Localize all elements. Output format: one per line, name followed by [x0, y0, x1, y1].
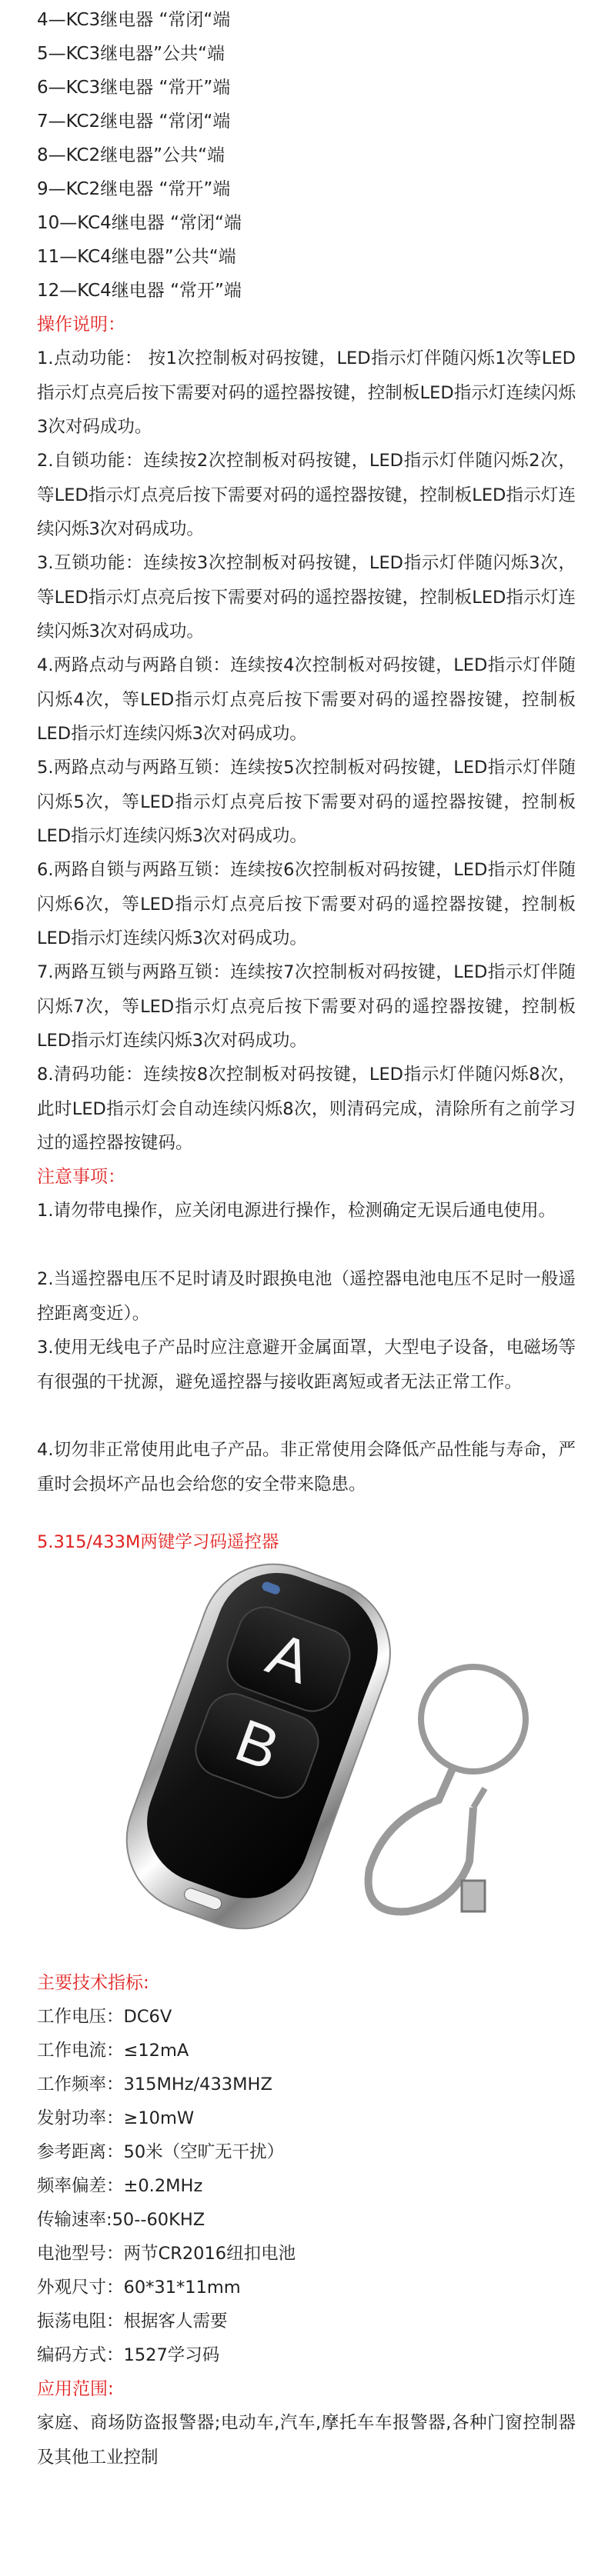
operation-item: 5.两路点动与两路互锁：连续按5次控制板对码按键，LED指示灯伴随闪烁5次，等LED指示灯点亮后按下需要对码的遥控器按键，控制板LED指示灯连续闪烁3次对码成功。 [37, 758, 576, 846]
operation-item: 1.点动功能： 按1次控制板对码按键，LED指示灯伴随闪烁1次等LED指示灯点亮后按下需要对码的遥控器按键，控制板LED指示灯连续闪烁3次对码成功。 [37, 348, 576, 437]
spec-item: 工作频率：315MHz/433MHZ [37, 2074, 272, 2094]
operation-item: 8.清码功能：连续按8次控制板对码按键，LED指示灯伴随闪烁8次，此时LED指示灯会自动连续闪烁8次，则清码完成，清除所有之前学习过的遥控器按键码。 [37, 1065, 576, 1153]
spec-item: 编码方式：1527学习码 [37, 2345, 220, 2365]
operation-item: 6.两路自锁与两路互锁：连续按6次控制板对码按键，LED指示灯伴随闪烁6次，等LED指示灯点亮后按下需要对码的遥控器按键，控制板LED指示灯连续闪烁3次对码成功。 [37, 860, 576, 948]
button-b-label: B [227, 1705, 289, 1784]
pin-line: 11—KC4继电器”公共“端 [37, 247, 236, 267]
operation-item: 4.两路点动与两路自锁：连续按4次控制板对码按键，LED指示灯伴随闪烁4次，等LED指示灯点亮后按下需要对码的遥控器按键，控制板LED指示灯连续闪烁3次对码成功。 [37, 655, 576, 744]
pin-line: 8—KC2继电器”公共“端 [37, 145, 225, 165]
operation-item: 3.互锁功能：连续按3次控制板对码按键，LED指示灯伴随闪烁3次，等LED指示灯点亮后按下需要对码的遥控器按键，控制板LED指示灯连续闪烁3次对码成功。 [37, 553, 576, 642]
button-a-label: A [259, 1618, 320, 1697]
spec-item: 传输速率:50--60KHZ [37, 2210, 205, 2230]
pin-line: 9—KC2继电器 “常开”端 [37, 179, 231, 199]
product-title: 5.315/433M两键学习码遥控器 [37, 1532, 279, 1552]
pin-line: 6—KC3继电器 “常开”端 [37, 78, 231, 98]
spec-item: 参考距离：50米（空旷无干扰） [37, 2142, 285, 2162]
specs-heading: 主要技术指标: [37, 1973, 149, 1993]
application-text: 家庭、商场防盗报警器;电动车,汽车,摩托车车报警器,各种门窗控制器及其他工业控制 [37, 2413, 576, 2468]
notes-item: 2.当遥控器电压不足时请及时跟换电池（遥控器电池电压不足时一般遥控距离变近）。 [37, 1269, 576, 1324]
operation-item: 2.自锁功能：连续按2次控制板对码按键，LED指示灯伴随闪烁2次，等LED指示灯点亮后按下需要对码的遥控器按键，控制板LED指示灯连续闪烁3次对码成功。 [37, 451, 576, 539]
pin-line: 7—KC2继电器 “常闭“端 [37, 112, 231, 132]
spec-item: 工作电流：≤12mA [37, 2041, 189, 2061]
operation-item: 7.两路互锁与两路互锁：连续按7次控制板对码按键，LED指示灯伴随闪烁7次，等LED指示灯点亮后按下需要对码的遥控器按键，控制板LED指示灯连续闪烁3次对码成功。 [37, 962, 576, 1051]
notes-item: 3.使用无线电子产品时应注意避开金属面罩，大型电子设备，电磁场等有很强的干扰源，避免遥控器与接收距离短或者无法正常工作。 [37, 1338, 576, 1392]
spec-item: 电池型号：两节CR2016纽扣电池 [37, 2244, 296, 2264]
spec-item: 振荡电阻：根据客人需要 [37, 2311, 228, 2331]
notes-item: 1.请勿带电操作，应关闭电源进行操作，检测确定无误后通电使用。 [37, 1201, 556, 1221]
notes-item: 4.切勿非正常使用此电子产品。非正常使用会降低产品性能与寿命，严重时会损坏产品也会给您的安全带来隐患。 [37, 1440, 576, 1495]
pin-line: 10—KC4继电器 “常闭“端 [37, 213, 242, 233]
spec-item: 工作电压：DC6V [37, 2007, 172, 2027]
notes-heading: 注意事项： [37, 1167, 125, 1187]
spec-item: 频率偏差：±0.2MHz [37, 2176, 203, 2196]
pin-line: 12—KC4继电器 “常开”端 [37, 281, 242, 301]
pin-line: 4—KC3继电器 “常闭“端 [37, 10, 231, 30]
spec-item: 发射功率：≥10mW [37, 2108, 195, 2128]
keyring [369, 1667, 526, 1911]
remote-control-image [54, 1554, 562, 1946]
operation-heading: 操作说明： [37, 315, 125, 335]
pin-line: 5—KC3继电器”公共“端 [37, 44, 225, 64]
spec-item: 外观尺寸：60*31*11mm [37, 2278, 241, 2298]
application-heading: 应用范围: [37, 2379, 114, 2399]
